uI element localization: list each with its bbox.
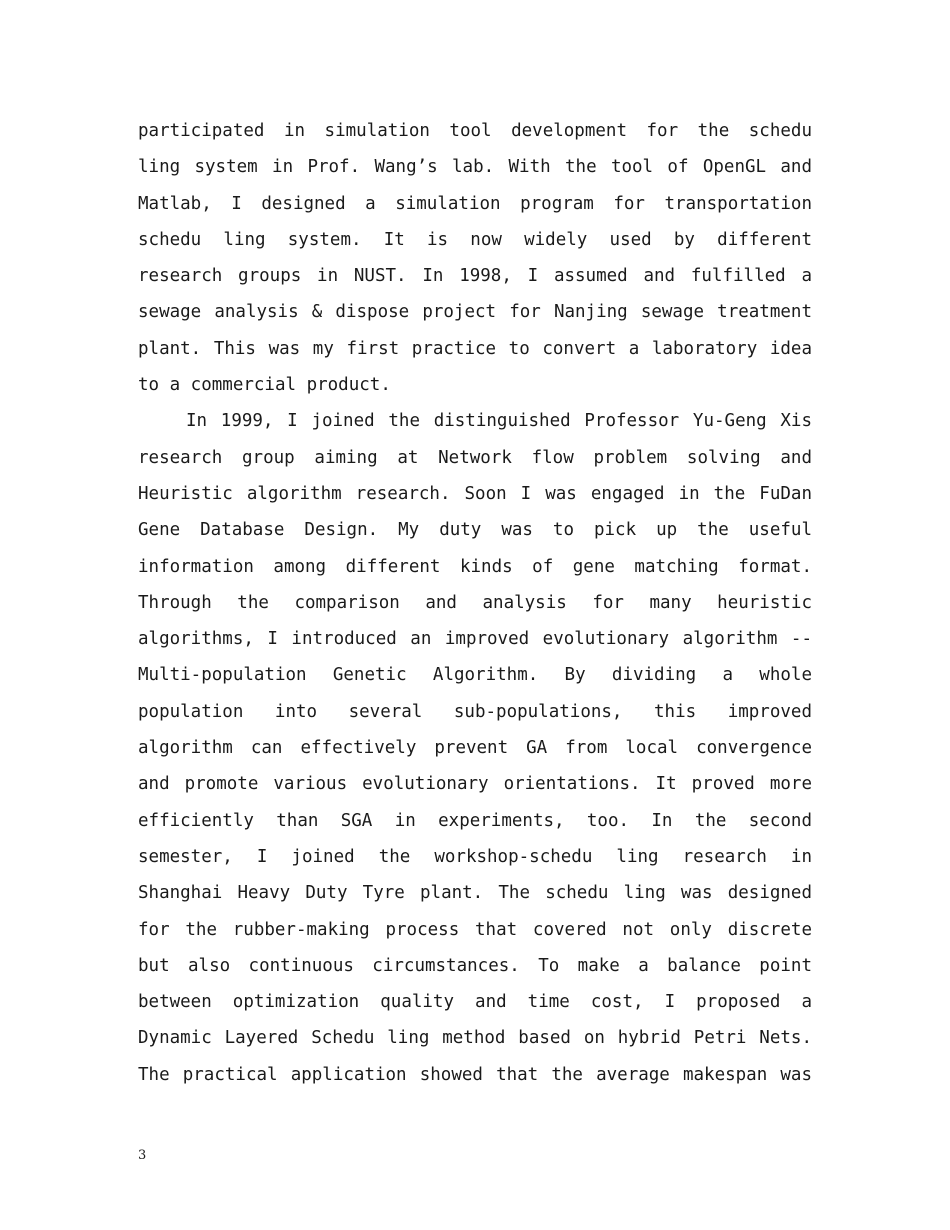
text-line: Gene Database Design. My duty was to pick up the useful: [138, 520, 812, 541]
text-line: information among different kinds of gene matching format.: [138, 556, 812, 577]
text-line: but also continuous circumstances. To make a balance point: [138, 955, 812, 976]
text-line: Through the comparison and analysis for many heuristic: [138, 592, 812, 613]
text-line: population into several sub-populations, this improved: [138, 701, 812, 722]
text-line: Dynamic Layered Schedu ling method based on hybrid Petri Nets.: [138, 1028, 812, 1049]
text-line: schedu ling system. It is now widely used by different: [138, 229, 812, 250]
text-line: efficiently than SGA in experiments, too. In the second: [138, 810, 812, 831]
paragraph-2: [138, 403, 812, 1093]
text-line: In 1999, I joined the distinguished Professor Yu-Geng Xis: [186, 411, 812, 432]
text-line: plant. This was my first practice to convert a laboratory idea: [138, 338, 812, 359]
body-text: [138, 113, 812, 1093]
text-line: semester, I joined the workshop-schedu ling research in: [138, 846, 812, 867]
text-line: algorithms, I introduced an improved evolutionary algorithm --: [138, 629, 812, 650]
text-line: The practical application showed that the average makespan was: [138, 1064, 812, 1085]
text-line: research group aiming at Network flow problem solving and: [138, 447, 812, 468]
text-line: research groups in NUST. In 1998, I assumed and fulfilled a: [138, 266, 812, 287]
text-line: participated in simulation tool development for the schedu: [138, 121, 812, 141]
text-line: sewage analysis & dispose project for Nanjing sewage treatment: [138, 302, 812, 323]
text-line: algorithm can effectively prevent GA from local convergence: [138, 738, 812, 759]
text-line: Shanghai Heavy Duty Tyre plant. The schedu ling was designed: [138, 883, 812, 904]
page-number: 3: [138, 1148, 147, 1163]
paragraph-1: [138, 113, 812, 403]
text-line: Multi-population Genetic Algorithm. By dividing a whole: [138, 665, 812, 686]
text-line: and promote various evolutionary orientations. It proved more: [138, 774, 812, 795]
text-line: ling system in Prof. Wang’s lab. With the tool of OpenGL and: [138, 157, 812, 178]
text-line: Matlab, I designed a simulation program for transportation: [138, 193, 812, 214]
text-line: for the rubber-making process that covered not only discrete: [138, 919, 812, 940]
text-line: Heuristic algorithm research. Soon I was engaged in the FuDan: [138, 483, 812, 504]
text-line: between optimization quality and time cost, I proposed a: [138, 992, 812, 1013]
text-line: to a commercial product.: [138, 375, 391, 396]
